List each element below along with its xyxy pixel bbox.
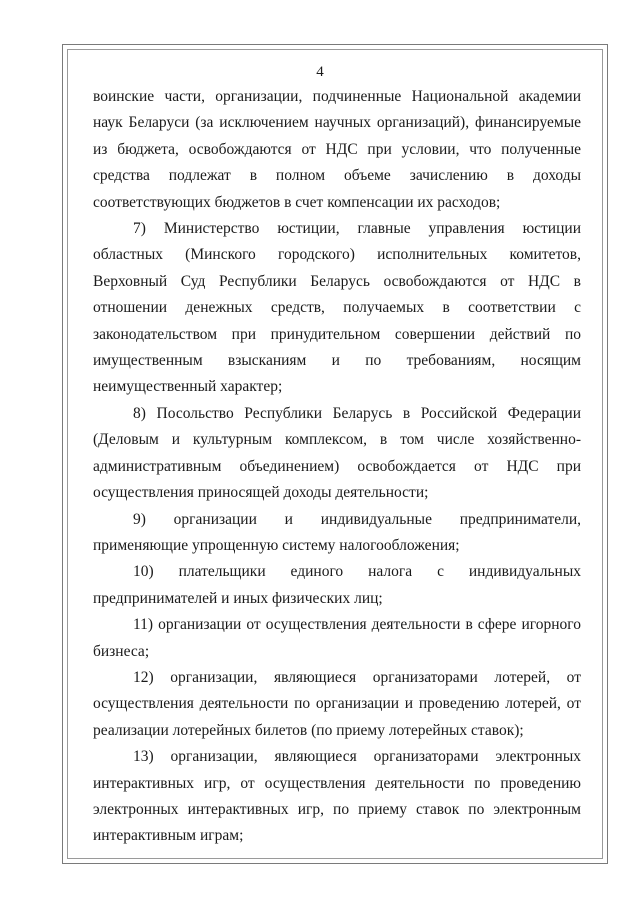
paragraph-item-8: 8) Посольство Республики Беларусь в Российской Федерации (Деловым и культурным комплексом, в том числе хозяйственно-административным объединением) освобождается от НДС при осуществления приносящей доходы деятельности;	[93, 404, 581, 502]
paragraph-item-13: 13) организации, являющиеся организаторами электронных интерактивных игр, от осуществления деятельности по проведению электронных интерактивных игр, по приему ставок по электронным интерактивным играм;	[93, 748, 581, 845]
paragraph-continuation: воинские части, организации, подчиненные Национальной академии наук Беларуси (за исключением научных организаций), финансируемые из бюджета, освобождаются от НДС при условии, что полученные средства подлежат в полном объеме зачислению в доходы соответствующих бюджетов в счет компенсации их расходов;	[93, 88, 581, 211]
paragraph-item-12: 12) организации, являющиеся организаторами лотерей, от осуществления деятельности по организации и проведению лотерей, от реализации лотерейных билетов (по приему лотерейных ставок);	[93, 668, 581, 739]
paragraph-item-7: 7) Министерство юстиции, главные управления юстиции областных (Минского городского) исполнительных комитетов, Верховный Суд Республики Беларусь освобождаются от НДС в отношении денежных средств, получаемых в соответствии с законодательством при принудительном совершении действий по имущественным взысканиям и по требованиям, носящим неимущественный характер;	[93, 220, 581, 396]
page-number: 4	[316, 64, 324, 80]
paragraph-item-9: 9) организации и индивидуальные предприниматели, применяющие упрощенную систему налогообложения;	[93, 510, 581, 554]
document-body	[93, 84, 581, 850]
paragraph-item-10: 10) плательщики единого налога с индивидуальных предпринимателей и иных физических лиц;	[93, 563, 581, 607]
paragraph-item-11: 11) организации от осуществления деятельности в сфере игорного бизнеса;	[93, 616, 581, 660]
